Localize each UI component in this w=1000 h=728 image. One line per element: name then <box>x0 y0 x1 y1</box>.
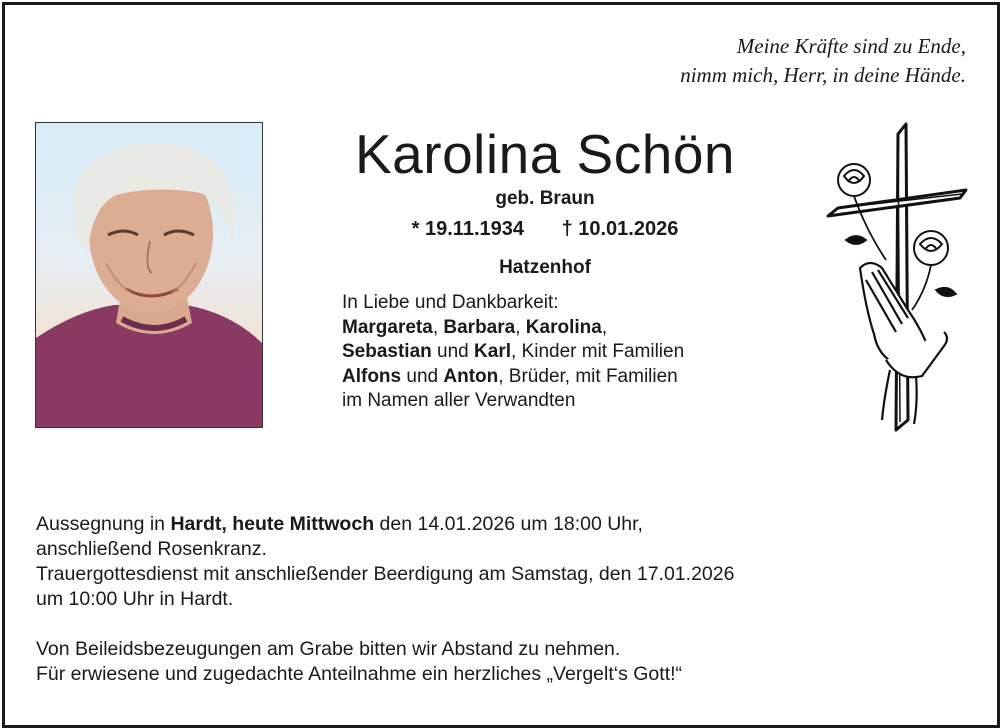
bible-quote <box>680 32 966 90</box>
quote-line-2: nimm mich, Herr, in deine Hände. <box>680 63 966 87</box>
closing-note <box>36 637 682 687</box>
life-dates <box>320 218 770 241</box>
closing-line-1: Von Beileidsbezeugungen am Grabe bitten wir Abstand zu nehmen. <box>36 638 621 660</box>
service-line-4: um 10:00 Uhr in Hardt. <box>36 588 234 610</box>
service-line-3: Trauergottesdienst mit anschließender Beerdigung am Samstag, den 17.01.2026 <box>36 563 735 585</box>
family-line-brothers: Alfons und Anton, Brüder, mit Familien <box>342 365 678 387</box>
service-line-1: Aussegnung in Hardt, heute Mittwoch den 14.01.2026 um 18:00 Uhr, <box>36 513 643 535</box>
closing-line-2: Für erwiesene und zugedachte Anteilnahme ein herzliches „Vergelt‘s Gott!“ <box>36 663 683 685</box>
portrait-photo <box>35 122 263 428</box>
family-mourners <box>342 291 684 414</box>
maiden-name: geb. Braun <box>495 188 595 209</box>
portrait-illustration <box>36 123 262 427</box>
service-line-2: anschließend Rosenkranz. <box>36 538 267 560</box>
quote-line-1: Meine Kräfte sind zu Ende, <box>736 34 966 58</box>
funeral-service-info <box>36 512 734 612</box>
family-line-children: Sebastian und Karl, Kinder mit Familien <box>342 341 685 362</box>
death-date: † 10.01.2026 <box>561 218 679 240</box>
family-line-relatives: im Namen aller Verwandten <box>342 390 576 411</box>
home-place: Hatzenhof <box>499 257 591 278</box>
family-intro: In Liebe und Dankbarkeit: <box>342 292 559 313</box>
cross-roses-praying-hands-icon <box>826 120 971 432</box>
family-line-children-names: Margareta, Barbara, Karolina, <box>342 316 608 338</box>
birth-date: * 19.11.1934 <box>411 218 524 240</box>
deceased-name: Karolina Schön <box>354 123 736 185</box>
